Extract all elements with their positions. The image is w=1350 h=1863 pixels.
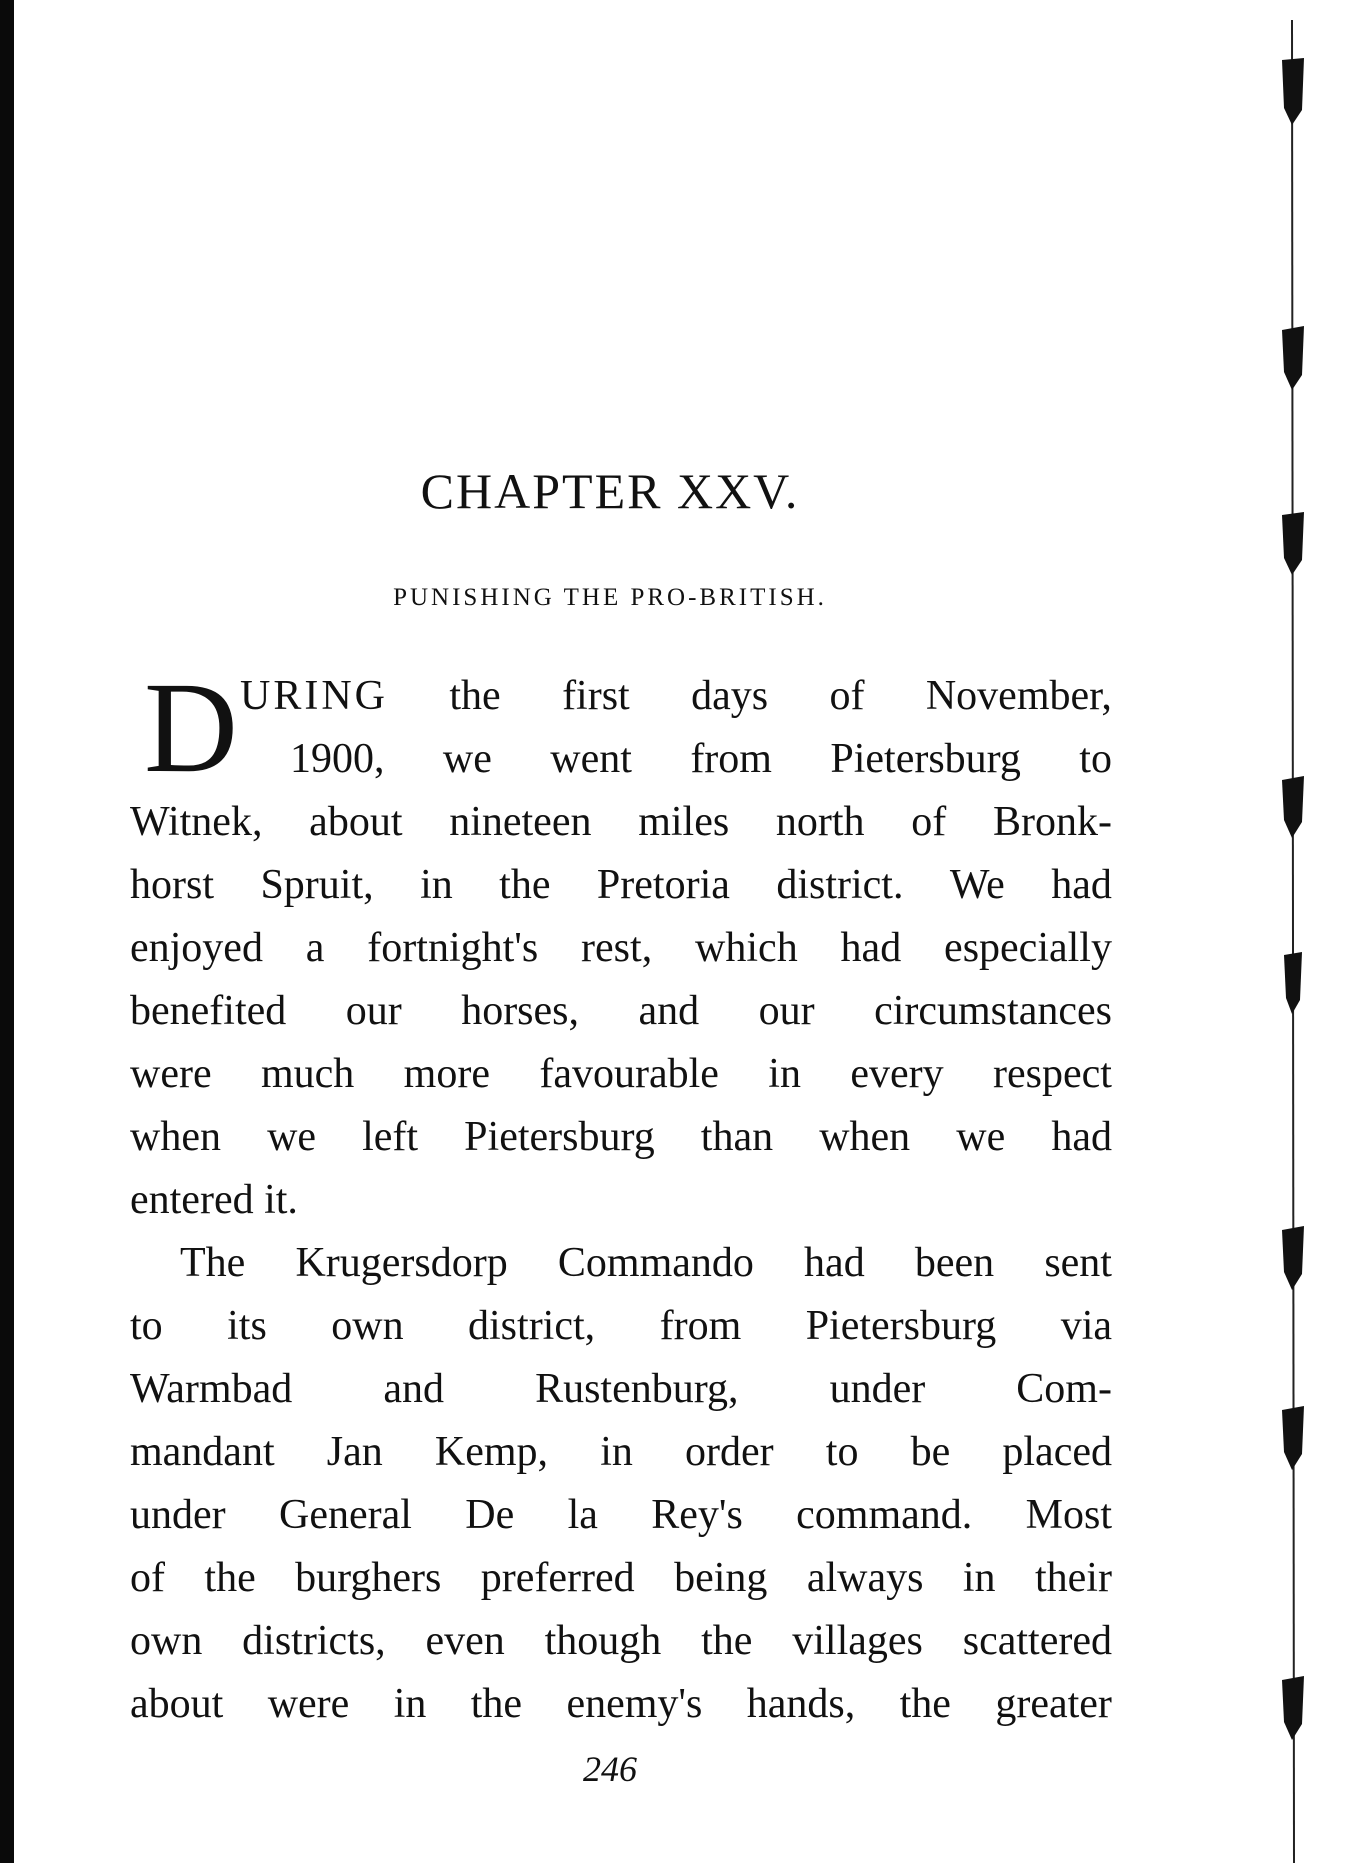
- word: hands,: [746, 1681, 856, 1727]
- text-line: [130, 1547, 1112, 1610]
- word: Pietersburg: [830, 736, 1021, 782]
- word: Pietersburg: [464, 1114, 655, 1160]
- word: Spruit,: [260, 862, 374, 908]
- word: under: [829, 1366, 926, 1412]
- word: enemy's: [566, 1681, 703, 1727]
- word: in: [962, 1555, 996, 1601]
- word: The: [180, 1240, 246, 1286]
- chapter-title: CHAPTER XXV.: [420, 463, 800, 519]
- text-line: [130, 1673, 1112, 1736]
- word: the: [701, 1618, 753, 1664]
- text-line: [130, 854, 1112, 917]
- word: from: [690, 736, 772, 782]
- word: Kemp,: [434, 1429, 549, 1475]
- text-line: [130, 1106, 1112, 1169]
- text-line: [130, 791, 1112, 854]
- word: rest,: [581, 925, 653, 971]
- word: first: [562, 673, 630, 719]
- word: though: [544, 1618, 662, 1664]
- word: in: [768, 1051, 801, 1097]
- word: had: [840, 925, 902, 971]
- word: Com-: [1016, 1366, 1112, 1412]
- word: the: [449, 673, 501, 719]
- word: sent: [1044, 1240, 1112, 1286]
- word: about: [130, 1681, 224, 1727]
- word: Rey's: [651, 1492, 743, 1538]
- word: to: [1079, 736, 1112, 782]
- word: la: [567, 1492, 598, 1538]
- word: the: [899, 1681, 951, 1727]
- word: districts,: [242, 1618, 386, 1664]
- word: the: [204, 1555, 256, 1601]
- text-line: entered it.: [130, 1177, 298, 1223]
- text-line: [130, 980, 1112, 1043]
- text-line: [130, 1358, 1112, 1421]
- word: preferred: [480, 1555, 635, 1601]
- word: favourable: [539, 1051, 719, 1097]
- word: De: [465, 1492, 515, 1538]
- word: to: [130, 1303, 163, 1349]
- word: Commando: [557, 1240, 754, 1286]
- word: Most: [1025, 1492, 1112, 1538]
- word: burghers: [295, 1555, 442, 1601]
- word: Warmbad: [130, 1366, 293, 1412]
- first-word-rest: URING: [240, 673, 388, 719]
- text-line: [130, 917, 1112, 980]
- word: about: [309, 799, 403, 845]
- word: left: [362, 1114, 419, 1160]
- word: own: [130, 1618, 203, 1664]
- word: and: [383, 1366, 444, 1412]
- text-line: [130, 665, 1112, 728]
- chapter-subtitle: PUNISHING THE PRO-BRITISH.: [393, 584, 827, 611]
- word: scattered: [962, 1618, 1112, 1664]
- word: and: [638, 988, 700, 1034]
- word: of: [829, 673, 865, 719]
- word: fortnight's: [367, 925, 539, 971]
- word: than: [700, 1114, 774, 1160]
- word: when: [819, 1114, 911, 1160]
- text-line: [130, 1421, 1112, 1484]
- word: in: [420, 862, 453, 908]
- word: in: [600, 1429, 633, 1475]
- word: which: [695, 925, 798, 971]
- word: under: [130, 1492, 226, 1538]
- word: we: [267, 1114, 317, 1160]
- word: district,: [468, 1303, 596, 1349]
- text-line: [130, 728, 1112, 791]
- word: even: [425, 1618, 505, 1664]
- text-line: [130, 1484, 1112, 1547]
- word: had: [1051, 1114, 1112, 1160]
- word: were: [267, 1681, 350, 1727]
- word: had: [1051, 862, 1112, 908]
- word: had: [804, 1240, 865, 1286]
- text-line: [130, 1295, 1112, 1358]
- word: were: [130, 1051, 212, 1097]
- word: Bronk-: [993, 799, 1112, 845]
- word: went: [550, 736, 632, 782]
- word: command.: [796, 1492, 973, 1538]
- word: mandant: [130, 1429, 275, 1475]
- word: horst: [130, 862, 214, 908]
- word: enjoyed: [130, 925, 263, 971]
- drop-cap: D: [144, 656, 238, 800]
- word: the: [499, 862, 551, 908]
- text-line: [130, 1610, 1112, 1673]
- word: Krugersdorp: [295, 1240, 508, 1286]
- word: Witnek,: [130, 799, 263, 845]
- word: of: [911, 799, 947, 845]
- word: of: [130, 1555, 165, 1601]
- word: a: [305, 925, 325, 971]
- word: being: [674, 1555, 768, 1601]
- word: respect: [993, 1051, 1112, 1097]
- word: we: [956, 1114, 1006, 1160]
- word: the: [470, 1681, 523, 1727]
- page-number: 246: [583, 1749, 637, 1789]
- word: to: [825, 1429, 859, 1475]
- text-line: [130, 1232, 1112, 1295]
- word: district.: [776, 862, 904, 908]
- word: every: [850, 1051, 944, 1097]
- word: be: [910, 1429, 951, 1475]
- word: our: [758, 988, 815, 1034]
- binding-stitches: [1262, 0, 1322, 1863]
- word: benefited: [130, 988, 287, 1034]
- word: We: [949, 862, 1005, 908]
- word: nineteen: [449, 799, 592, 845]
- word: north: [775, 799, 865, 845]
- word: via: [1060, 1303, 1112, 1349]
- word: order: [685, 1429, 774, 1475]
- word: horses,: [461, 988, 580, 1034]
- word: our: [345, 988, 402, 1034]
- word: Pretoria: [596, 862, 730, 908]
- word: Pietersburg: [805, 1303, 997, 1349]
- word: been: [914, 1240, 995, 1286]
- body-text: [130, 656, 1112, 1736]
- word: days: [691, 673, 769, 719]
- word: we: [442, 736, 492, 782]
- word: in: [393, 1681, 427, 1727]
- word: always: [806, 1555, 924, 1601]
- word: circumstances: [874, 988, 1112, 1034]
- word: greater: [995, 1681, 1112, 1727]
- word: when: [130, 1114, 221, 1160]
- word: Rustenburg,: [535, 1366, 739, 1412]
- word: November,: [925, 673, 1112, 719]
- word: miles: [638, 799, 730, 845]
- word: villages: [792, 1618, 923, 1664]
- word: their: [1034, 1555, 1112, 1601]
- word: own: [331, 1303, 404, 1349]
- page-left-edge: [0, 0, 14, 1863]
- text-line: [130, 1043, 1112, 1106]
- word: from: [659, 1303, 742, 1349]
- word: General: [278, 1492, 412, 1538]
- word: placed: [1002, 1429, 1112, 1475]
- word: 1900,: [290, 736, 385, 782]
- word: especially: [944, 925, 1112, 971]
- word: its: [227, 1303, 267, 1349]
- word: Jan: [326, 1429, 383, 1475]
- word: more: [403, 1051, 490, 1097]
- word: much: [260, 1051, 355, 1097]
